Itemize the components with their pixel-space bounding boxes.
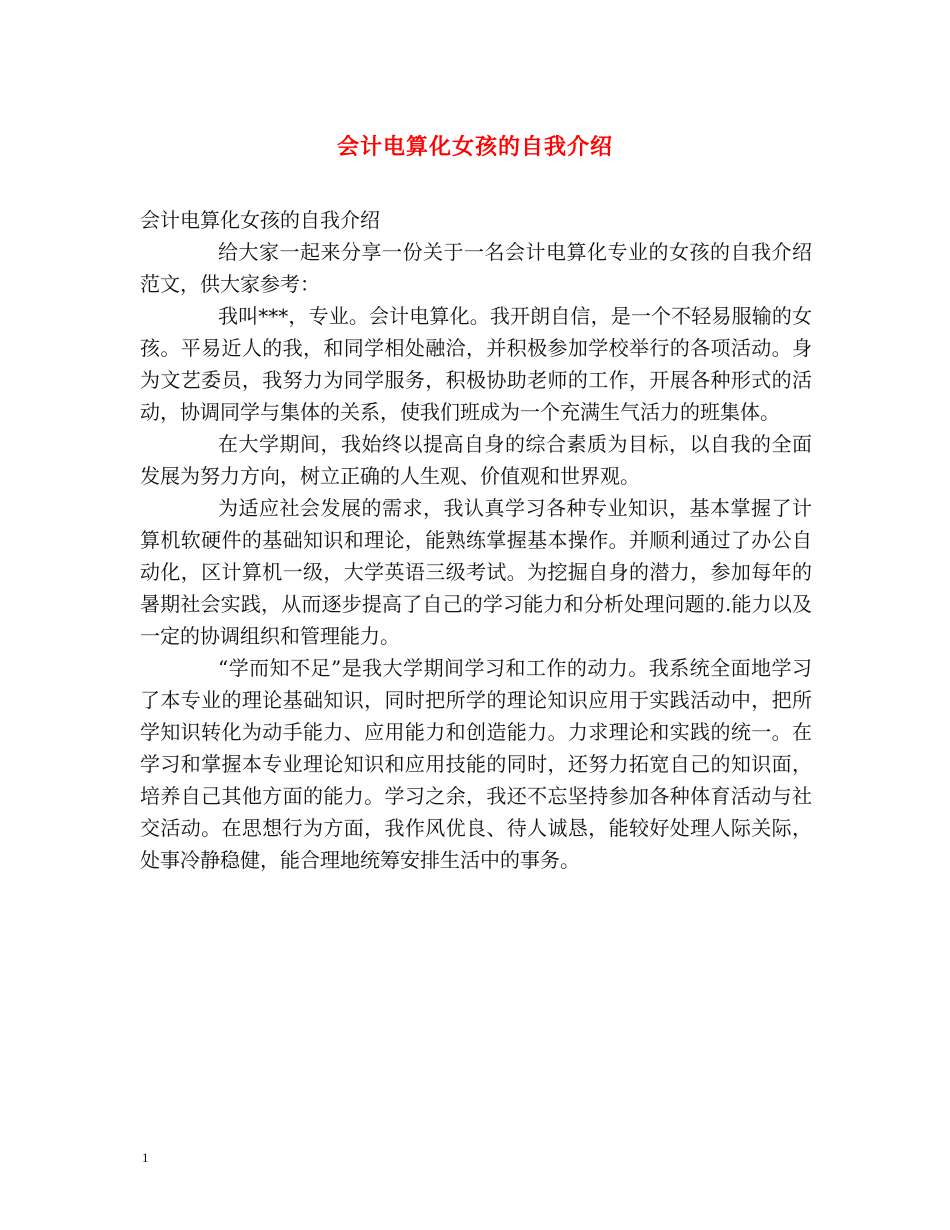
paragraph: 在大学期间，我始终以提高自身的综合素质为目标，以自我的全面发展为努力方向，树立正确的人生观、价值观和世界观。 [140, 432, 812, 488]
paragraph: 我叫***，专业。会计电算化。我开朗自信，是一个不轻易服输的女孩。平易近人的我，和同学相处融洽，并积极参加学校举行的各项活动。身为文艺委员，我努力为同学服务，积极协助老师的工作，开展各种形式的活动，协调同学与集体的关系，使我们班成为一个充满生气活力的班集体。 [140, 304, 812, 424]
paragraph: 给大家一起来分享一份关于一名会计电算化专业的女孩的自我介绍范文，供大家参考： [140, 240, 812, 296]
document-body [140, 204, 812, 876]
document-subtitle: 会计电算化女孩的自我介绍 [140, 208, 380, 232]
document-title: 会计电算化女孩的自我介绍 [336, 134, 613, 160]
page-number: 1 [142, 1150, 149, 1165]
paragraph: 为适应社会发展的需求，我认真学习各种专业知识，基本掌握了计算机软硬件的基础知识和理论，能熟练掌握基本操作。并顺利通过了办公自动化，区计算机一级，大学英语三级考试。为挖掘自身的潜力，参加每年的暑期社会实践，从而逐步提高了自己的学习能力和分析处理问题的.能力以及一定的协调组织和管理能力。 [140, 496, 812, 648]
paragraph: “学而知不足”是我大学期间学习和工作的动力。我系统全面地学习了本专业的理论基础知识，同时把所学的理论知识应用于实践活动中，把所学知识转化为动手能力、应用能力和创造能力。力求理论和实践的统一。在学习和掌握本专业理论知识和应用技能的同时，还努力拓宽自己的知识面，培养自己其他方面的能力。学习之余，我还不忘坚持参加各种体育活动与社交活动。在思想行为方面，我作风优良、待人诚恳，能较好处理人际关际，处事冷静稳健，能合理地统筹安排生活中的事务。 [140, 656, 812, 872]
